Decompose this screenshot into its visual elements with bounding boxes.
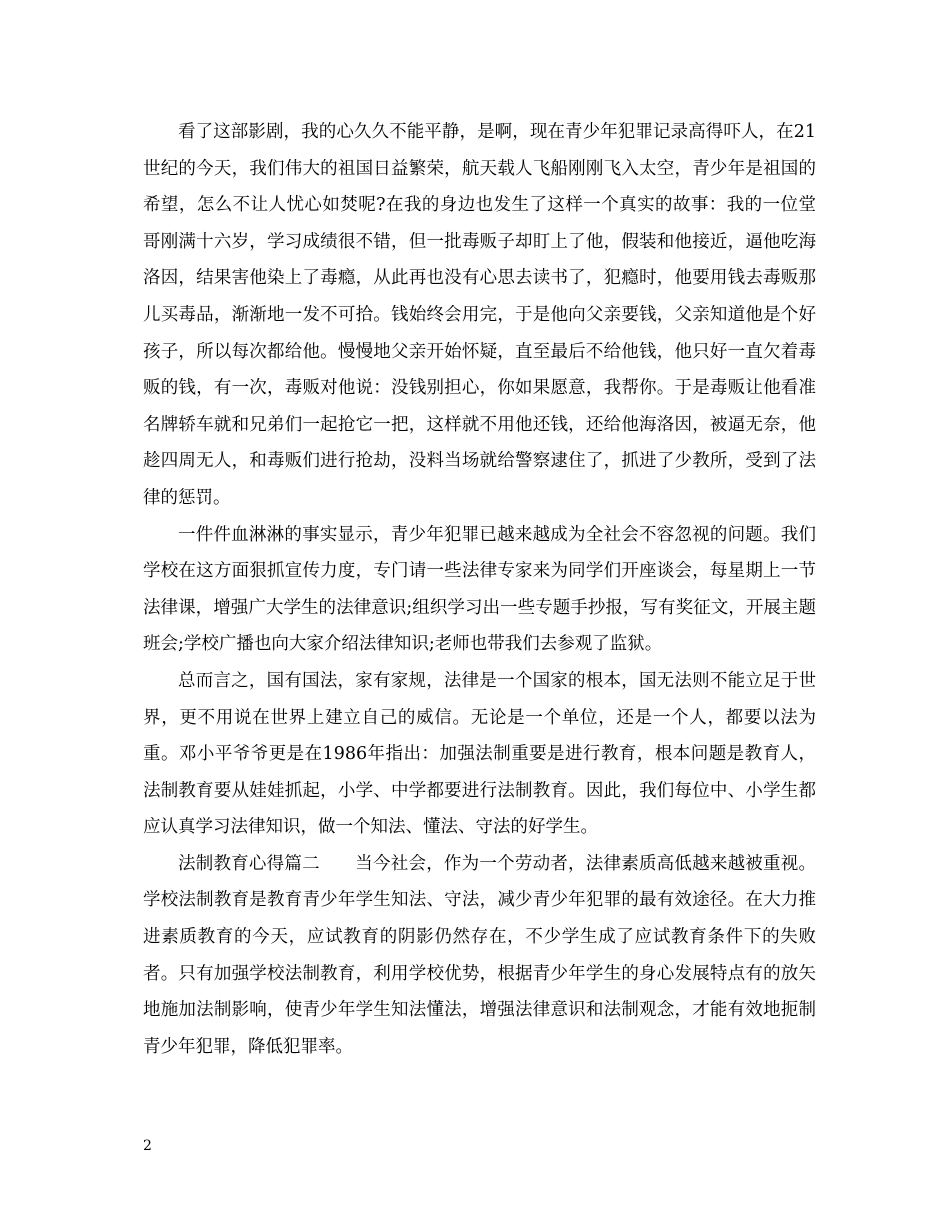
paragraph-3: 总而言之，国有国法，家有家规，法律是一个国家的根本，国无法则不能立足于世界，更不用说在世界上建立自己的威信。无论是一个单位，还是一个人，都要以法为重。邓小平爷爷更是在1986年指出：加强法制重要是进行教育，根本问题是教育人，法制教育要从娃娃抓起，小学、中学都要进行法制教育。因此，我们每位中、小学生都应认真学习法律知识，做一个知法、懂法、守法的好学生。 [143,670,816,838]
paragraph-2: 一件件血淋淋的事实显示，青少年犯罪已越来越成为全社会不容忽视的问题。我们学校在这方面狠抓宣传力度，专门请一些法律专家来为同学们开座谈会，每星期上一节法律课，增强广大学生的法律意识;组织学习出一些专题手抄报，写有奖征文，开展主题班会;学校广播也向大家介绍法律知识;老师也带我们去参观了监狱。 [143,524,816,655]
page-number: 2 [143,1138,152,1154]
paragraph-1: 看了这部影剧，我的心久久不能平静，是啊，现在青少年犯罪记录高得吓人，在21世纪的今天，我们伟大的祖国日益繁荣，航天载人飞船刚刚飞入太空，青少年是祖国的希望，怎么不让人忧心如焚呢?在我的身边也发生了这样一个真实的故事：我的一位堂哥刚满十六岁，学习成绩很不错，但一批毒贩子却盯上了他，假装和他接近，逼他吃海洛因，结果害他染上了毒瘾，从此再也没有心思去读书了，犯瘾时，他要用钱去毒贩那儿买毒品，渐渐地一发不可拾。钱始终会用完，于是他向父亲要钱，父亲知道他是个好孩子，所以每次都给他。慢慢地父亲开始怀疑，直至最后不给他钱，他只好一直欠着毒贩的钱，有一次，毒贩对他说：没钱别担心，你如果愿意，我帮你。于是毒贩让他看准名牌轿车就和兄弟们一起抢它一把，这样就不用他还钱，还给他海洛因，被逼无奈，他趁四周无人，和毒贩们进行抢劫，没料当场就给警察逮住了，抓进了少教所，受到了法律的惩罚。 [143,122,816,508]
paragraph-4: 法制教育心得篇二 当今社会，作为一个劳动者，法律素质高低越来越被重视。学校法制教育是教育青少年学生知法、守法，减少青少年犯罪的最有效途径。在大力推进素质教育的今天，应试教育的阴影仍然存在，不少学生成了应试教育条件下的失败者。只有加强学校法制教育，利用学校优势，根据青少年学生的身心发展特点有的放矢地施加法制影响，使青少年学生知法懂法，增强法律意识和法制观念，才能有效地扼制青少年犯罪，降低犯罪率。 [143,853,816,1057]
body-text [143,114,816,1065]
